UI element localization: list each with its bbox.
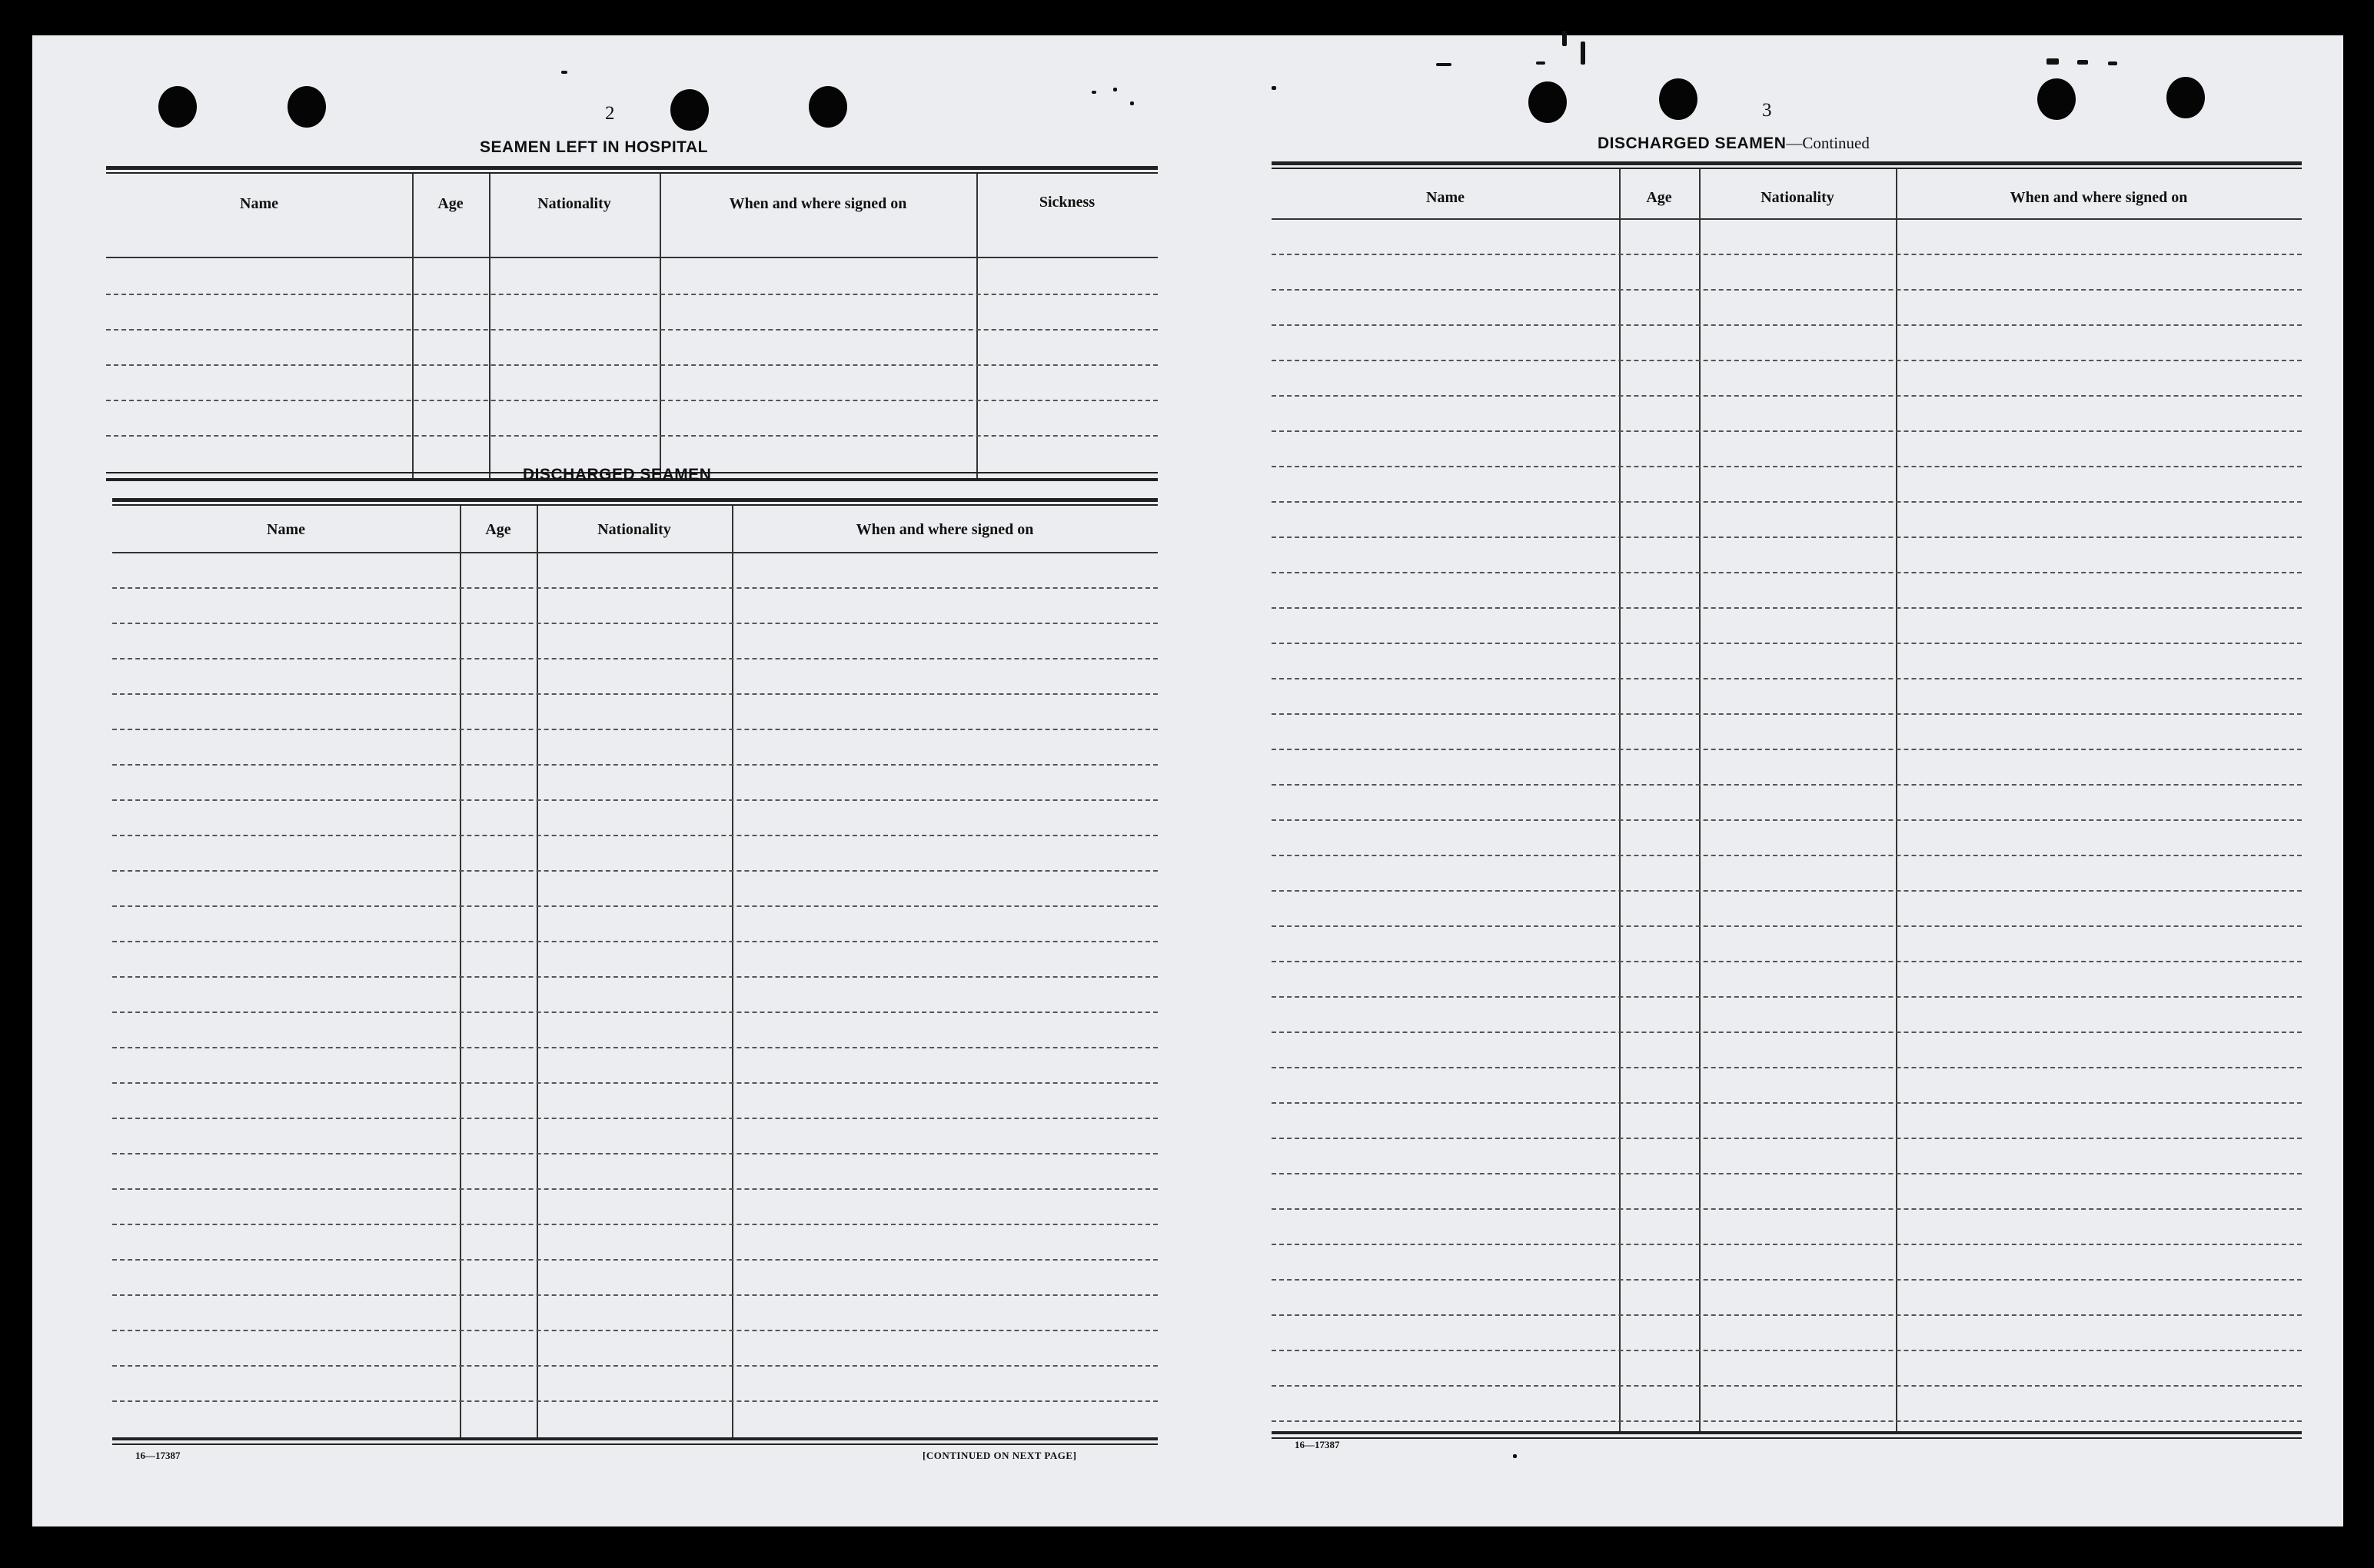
column-header: When and where signed on (729, 195, 907, 212)
binder-hole (288, 86, 326, 128)
ruled-row-line (1272, 466, 2302, 467)
ruled-row-line (112, 658, 1158, 659)
ruled-row-line (112, 1188, 1158, 1190)
ruled-row-line (1272, 819, 2302, 821)
scan-speck (2046, 58, 2059, 65)
ruled-row-line (1272, 572, 2302, 573)
binder-hole (670, 89, 709, 131)
ruled-row-line (1272, 784, 2302, 786)
binder-hole (2037, 78, 2076, 120)
column-header: Age (1646, 189, 1672, 206)
form-code-left: 16—17387 (135, 1450, 181, 1461)
ruled-row-line (112, 1294, 1158, 1296)
ruled-row-line (1272, 1279, 2302, 1281)
ruled-row-line (112, 835, 1158, 836)
ruled-row-line (112, 693, 1158, 695)
ruled-row-line (1272, 890, 2302, 892)
ruled-row-line (1272, 607, 2302, 609)
ruled-row-line (112, 1118, 1158, 1119)
column-header: Age (485, 521, 511, 538)
column-header: Nationality (537, 195, 611, 212)
ruled-row-line (1272, 1420, 2302, 1422)
ruled-row-line (1272, 749, 2302, 750)
ruled-row-line (1272, 537, 2302, 538)
column-header: When and where signed on (2010, 189, 2188, 206)
page-number-left: 2 (605, 103, 615, 124)
scan-speck (2077, 60, 2088, 65)
continued-note: [CONTINUED ON NEXT PAGE] (923, 1450, 1077, 1461)
scan-speck (1436, 63, 1451, 66)
binder-hole (809, 86, 847, 128)
ruled-row-line (1272, 360, 2302, 361)
ruled-row-line (112, 1224, 1158, 1225)
scan-speck (1581, 42, 1585, 65)
ruled-row-line (1272, 855, 2302, 856)
ruled-row-line (1272, 643, 2302, 644)
page-number-right: 3 (1762, 100, 1772, 121)
ruled-row-line (112, 1153, 1158, 1154)
column-header: Name (1426, 189, 1465, 206)
ruled-row-line (112, 1400, 1158, 1402)
column-header: Name (267, 521, 305, 538)
ruled-row-line (112, 905, 1158, 907)
form-sheet (32, 35, 2343, 1526)
hospital-table (106, 166, 1158, 486)
ruled-row-line (112, 1047, 1158, 1048)
ruled-row-line (112, 1259, 1158, 1261)
ruled-row-line (1272, 1102, 2302, 1104)
ruled-row-line (112, 1082, 1158, 1084)
ruled-row-line (112, 976, 1158, 978)
ruled-row-line (112, 870, 1158, 872)
ruled-row-line (112, 623, 1158, 624)
ruled-row-line (1272, 678, 2302, 679)
ruled-row-line (1272, 254, 2302, 255)
ruled-row-line (1272, 289, 2302, 291)
hospital-section-title: SEAMEN LEFT IN HOSPITAL (480, 138, 708, 156)
binder-hole (158, 86, 197, 128)
scan-speck (2108, 61, 2117, 65)
column-header: Nationality (1761, 189, 1834, 206)
scan-speck (1536, 61, 1545, 65)
ruled-row-line (1272, 1314, 2302, 1316)
ruled-row-line (1272, 1244, 2302, 1245)
continued-suffix: —Continued (1786, 134, 1870, 152)
ruled-row-line (1272, 1067, 2302, 1068)
ruled-row-line (1272, 925, 2302, 927)
ruled-row-line (1272, 961, 2302, 962)
column-header: Name (240, 195, 278, 212)
column-header: Sickness (1039, 194, 1096, 211)
ruled-row-line (112, 729, 1158, 730)
scan-speck (561, 71, 567, 74)
column-header: Age (437, 195, 464, 212)
ruled-row-line (112, 1330, 1158, 1331)
discharged-table-right (1272, 161, 2302, 1437)
discharged-section-title: DISCHARGED SEAMEN (523, 466, 712, 483)
ruled-row-line (1272, 1173, 2302, 1174)
ruled-row-line (112, 799, 1158, 801)
ruled-row-line (112, 1365, 1158, 1367)
ruled-row-line (112, 941, 1158, 942)
discharged-continued-title (1598, 134, 1870, 153)
ruled-row-line (1272, 1350, 2302, 1351)
column-header: When and where signed on (856, 521, 1034, 538)
scan-speck (1272, 86, 1276, 90)
binder-hole (1659, 78, 1697, 120)
binder-hole (2166, 77, 2205, 118)
scan-speck (1113, 88, 1117, 91)
scan-speck (1092, 91, 1096, 94)
discharged-title-text: DISCHARGED SEAMEN (1598, 135, 1787, 152)
ruled-row-line (112, 587, 1158, 589)
ruled-row-line (1272, 996, 2302, 998)
ruled-row-line (1272, 1208, 2302, 1210)
ruled-row-line (1272, 395, 2302, 397)
ruled-row-line (1272, 1385, 2302, 1387)
binder-hole (1528, 81, 1567, 123)
ruled-row-line (1272, 430, 2302, 432)
discharged-table-left (112, 498, 1158, 1482)
scan-speck (1513, 1454, 1517, 1458)
scan-speck (1562, 31, 1567, 46)
ruled-row-line (112, 1012, 1158, 1013)
ruled-row-line (112, 764, 1158, 766)
ruled-row-line (1272, 501, 2302, 503)
ruled-row-line (1272, 1138, 2302, 1139)
form-code-right: 16—17387 (1295, 1439, 1340, 1450)
ruled-row-line (1272, 324, 2302, 326)
column-header: Nationality (597, 521, 671, 538)
scan-speck (1130, 101, 1134, 105)
ruled-row-line (1272, 1031, 2302, 1033)
ruled-row-line (1272, 713, 2302, 715)
